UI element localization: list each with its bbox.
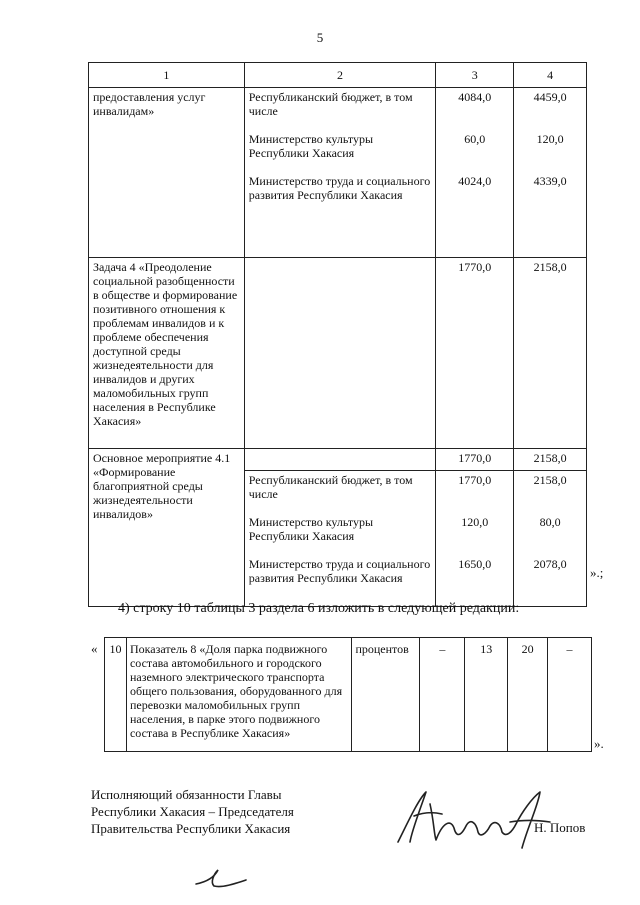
signatory-line: Правительства Республики Хакасия	[91, 821, 291, 836]
value-cell: 2158,0	[514, 258, 587, 449]
closing-quote: ».	[594, 736, 604, 751]
source-cell	[244, 88, 436, 258]
value: 120,0	[461, 515, 489, 529]
indicator-name: Показатель 8 «Доля парка подвижного состава автомобильного и городского наземного электрического транспорта общего пользования, оборудованного для перевозки маломобильных групп населения, в парке этого подвижного состава в Республике Хакасия»	[126, 638, 351, 752]
value: 1650,0	[458, 557, 492, 571]
value-cell: 20	[508, 638, 548, 752]
signatory-line: Республики Хакасия – Председателя	[91, 804, 294, 819]
source-line: Министерство труда и социального развития Республики Хакасия	[248, 557, 431, 585]
value: 2078,0	[533, 557, 567, 571]
value-cell	[514, 471, 587, 607]
value-cell: –	[548, 638, 592, 752]
value-cell: –	[420, 638, 465, 752]
header-cell: 4	[514, 63, 587, 88]
signatory-title	[91, 786, 294, 837]
source-line: Министерство культуры Республики Хакасия	[248, 132, 374, 160]
value-cell: 2158,0	[514, 449, 587, 471]
value-cell: 1770,0	[436, 258, 514, 449]
value: 4084,0	[458, 90, 492, 104]
unit-cell: процентов	[352, 638, 420, 752]
source-line: Министерство культуры Республики Хакасия	[248, 515, 374, 543]
value: 1770,0	[458, 473, 492, 487]
header-cell: 3	[436, 63, 514, 88]
header-cell: 2	[244, 63, 436, 88]
initials-mark-icon	[192, 860, 252, 890]
value-cell	[436, 88, 514, 258]
header-cell: 1	[89, 63, 245, 88]
table-row	[89, 88, 587, 258]
value-cell: 13	[465, 638, 508, 752]
table-row	[89, 449, 587, 471]
source-line: Республиканский бюджет, в том числе	[248, 90, 413, 118]
value-cell: 1770,0	[436, 449, 514, 471]
instruction-text: 4) строку 10 таблицы 3 раздела 6 изложить в следующей редакции:	[118, 601, 520, 616]
value: 4339,0	[533, 174, 567, 188]
closing-quote: ».;	[590, 565, 604, 580]
table-header-row	[89, 63, 587, 88]
handwritten-signature-icon	[390, 782, 560, 852]
row-title: предоставления услуг инвалидам»	[89, 88, 245, 258]
value: 4024,0	[458, 174, 492, 188]
value: 80,0	[539, 515, 561, 529]
signatory-line: Исполняющий обязанности Главы	[91, 787, 282, 802]
value: 4459,0	[533, 90, 567, 104]
page-number: 5	[316, 30, 324, 45]
value-cell	[514, 88, 587, 258]
source-line: Министерство труда и социального развития Республики Хакасия	[248, 174, 431, 202]
source-line: Республиканский бюджет, в том числе	[248, 473, 413, 501]
value: 2158,0	[533, 473, 567, 487]
budget-table	[88, 62, 587, 607]
row-number: 10	[105, 638, 127, 752]
signatory-name: Н. Попов	[534, 820, 586, 835]
row-title: Задача 4 «Преодоление социальной разобщенности в обществе и формирование позитивного отношения к проблемам инвалидов и к проблеме обеспечения доступной среды жизнедеятельности для инвалидов и других маломобильных групп населения в Республике Хакасия»	[89, 258, 245, 449]
row-title: Основное мероприятие 4.1 «Формирование благоприятной среды жизнедеятельности инвалидов»	[89, 449, 245, 607]
source-cell	[244, 258, 436, 449]
value: 60,0	[464, 132, 486, 146]
indicator-table	[104, 637, 592, 752]
opening-quote: «	[91, 641, 98, 656]
table-row	[89, 258, 587, 449]
value: 120,0	[536, 132, 564, 146]
value-cell	[436, 471, 514, 607]
source-cell	[244, 449, 436, 471]
table-row	[105, 638, 592, 752]
source-cell	[244, 471, 436, 607]
